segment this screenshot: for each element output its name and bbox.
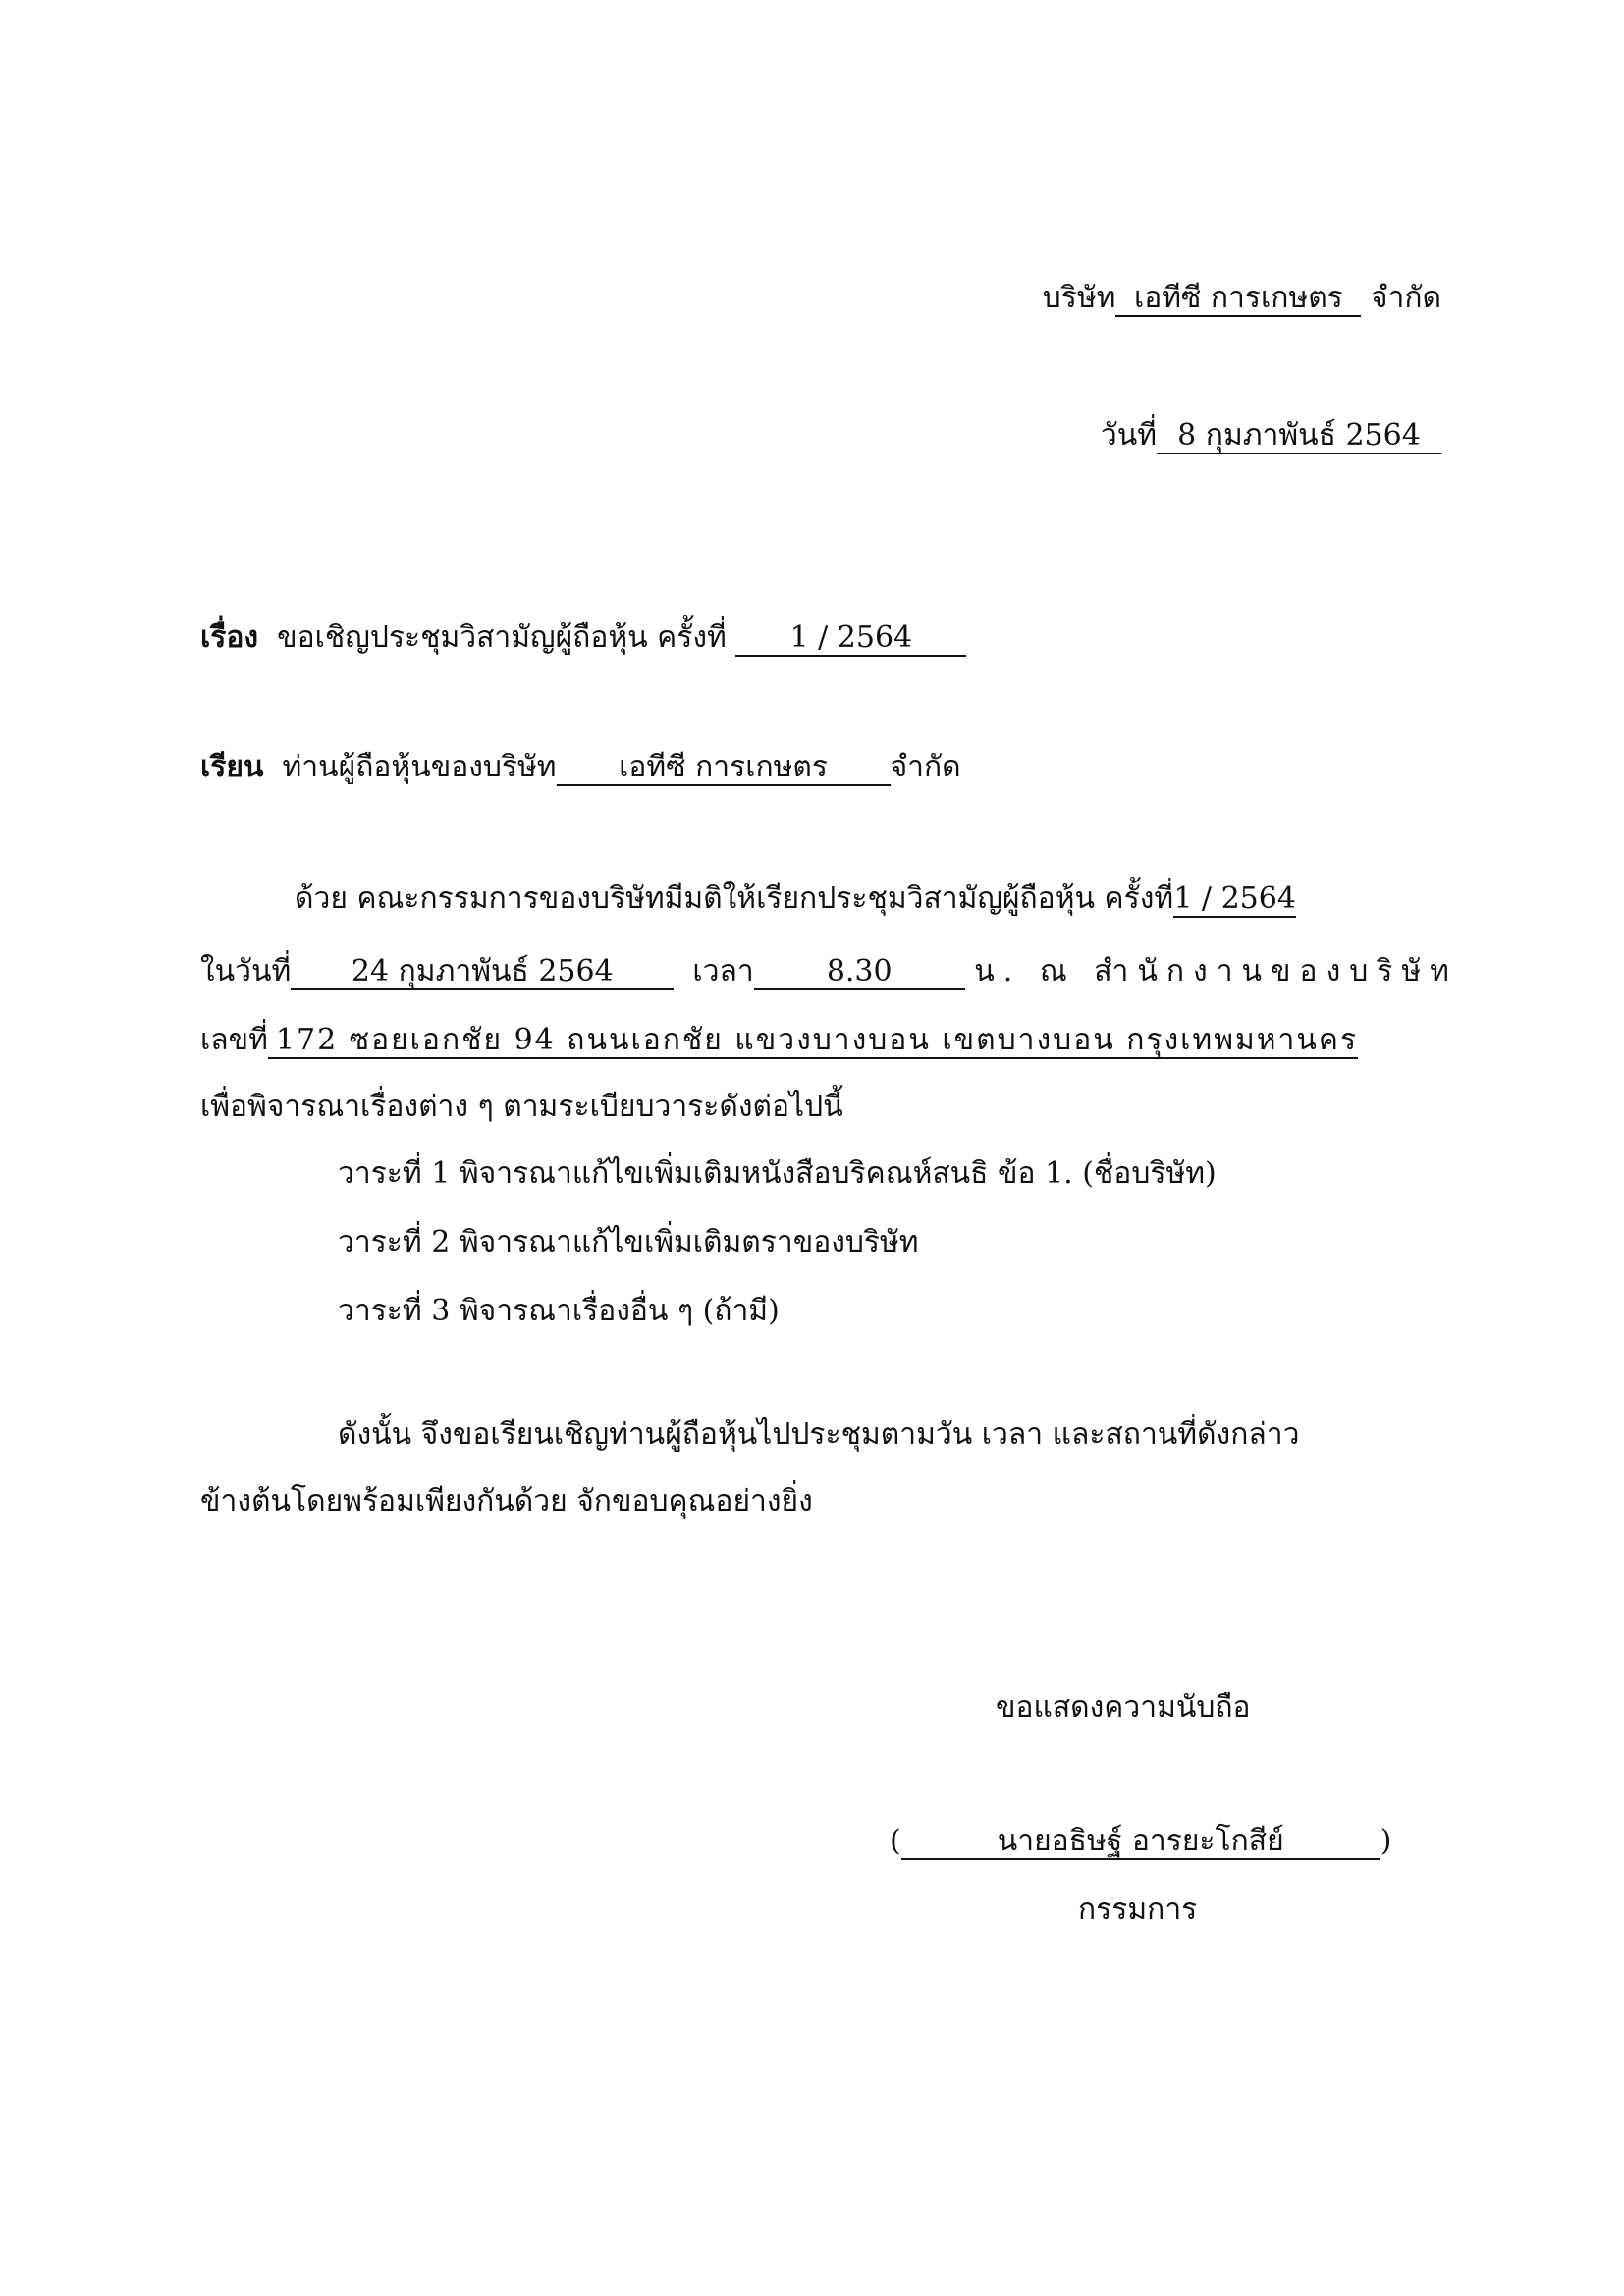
- company-name: เอทีซี การเกษตร: [1115, 282, 1361, 317]
- date-line: [1101, 416, 1441, 455]
- addressee-company-name: เอทีซี การเกษตร: [557, 751, 891, 786]
- company-address: 172 ซอยเอกชัย 94 ถนนเอกชัย แขวงบางบอน เขตบางบอน กรุงเทพมหานคร: [268, 1024, 1358, 1059]
- signatory-position: กรรมการ: [1078, 1893, 1198, 1927]
- agenda-item-text: วาระที่ 3 พิจารณาเรื่องอื่น ๆ (ถ้ามี): [338, 1294, 780, 1328]
- position-line: [1078, 1891, 1197, 1930]
- addressee-line: [200, 748, 961, 787]
- agenda-intro: เพื่อพิจารณาเรื่องต่าง ๆ ตามระเบียบวาระดังต่อไปนี้: [200, 1090, 843, 1124]
- agenda-item: [338, 1223, 919, 1262]
- body-intro-text: ด้วย คณะกรรมการของบริษัทมีมติให้เรียกประชุมวิสามัญผู้ถือหุ้น ครั้งที่: [295, 881, 1174, 916]
- agenda-item-text: วาระที่ 1 พิจารณาแก้ไขเพิ่มเติมหนังสือบริคณห์สนธิ ข้อ 1. (ชื่อบริษัท): [338, 1156, 1217, 1191]
- closing-line-2: [200, 1482, 813, 1522]
- place-text: น. ณ สำนักงานของบริษัท: [974, 954, 1458, 988]
- subject-label: เรื่อง: [200, 620, 259, 655]
- close-paren: ): [1380, 1824, 1392, 1858]
- addressee-text: ท่านผู้ถือหุ้นของบริษัท: [282, 750, 557, 784]
- open-paren: (: [890, 1824, 901, 1858]
- company-prefix: บริษัท: [1042, 281, 1116, 315]
- agenda-item: [338, 1292, 780, 1331]
- body-meeting-no: 1 / 2564: [1173, 881, 1296, 916]
- body-line-3: [200, 1021, 1358, 1060]
- closing-text-2: ข้างต้นโดยพร้อมเพียงกันด้วย จักขอบคุณอย่างยิ่ง: [200, 1484, 813, 1519]
- signatory-name: นายอธิษฐ์ อารยะโกสีย์: [901, 1825, 1380, 1860]
- number-label: เลขที่: [200, 1023, 268, 1057]
- body-line-2: [200, 952, 1458, 991]
- on-date-label: ในวันที่: [200, 954, 292, 988]
- addressee-label: เรียน: [200, 750, 264, 784]
- meeting-time: 8.30: [754, 955, 965, 990]
- agenda-item-text: วาระที่ 2 พิจารณาแก้ไขเพิ่มเติมตราของบริษัท: [338, 1225, 919, 1259]
- closing-text-1: ดังนั้น จึงขอเรียนเชิญท่านผู้ถือหุ้นไปประชุมตามวัน เวลา และสถานที่ดังกล่าว: [338, 1417, 1300, 1452]
- company-line: [1043, 279, 1441, 318]
- closing-line-1: [338, 1415, 1299, 1455]
- body-line-4: [200, 1088, 843, 1127]
- addressee-suffix: จำกัด: [890, 750, 961, 784]
- subject-meeting-no: 1 / 2564: [735, 621, 966, 657]
- body-line-1: [295, 880, 1296, 919]
- company-suffix: จำกัด: [1370, 281, 1441, 315]
- subject-text: ขอเชิญประชุมวิสามัญผู้ถือหุ้น ครั้งที่: [277, 620, 727, 655]
- agenda-item: [338, 1154, 1217, 1194]
- subject-line: [200, 618, 966, 658]
- date-label: วันที่: [1100, 418, 1157, 453]
- signature-name-line: [890, 1822, 1391, 1861]
- regards-line: [996, 1688, 1251, 1728]
- regards-text: ขอแสดงความนับถือ: [996, 1690, 1251, 1725]
- time-label: เวลา: [692, 954, 754, 988]
- date-value: 8 กุมภาพันธ์ 2564: [1157, 419, 1441, 454]
- meeting-date: 24 กุมภาพันธ์ 2564: [291, 955, 674, 990]
